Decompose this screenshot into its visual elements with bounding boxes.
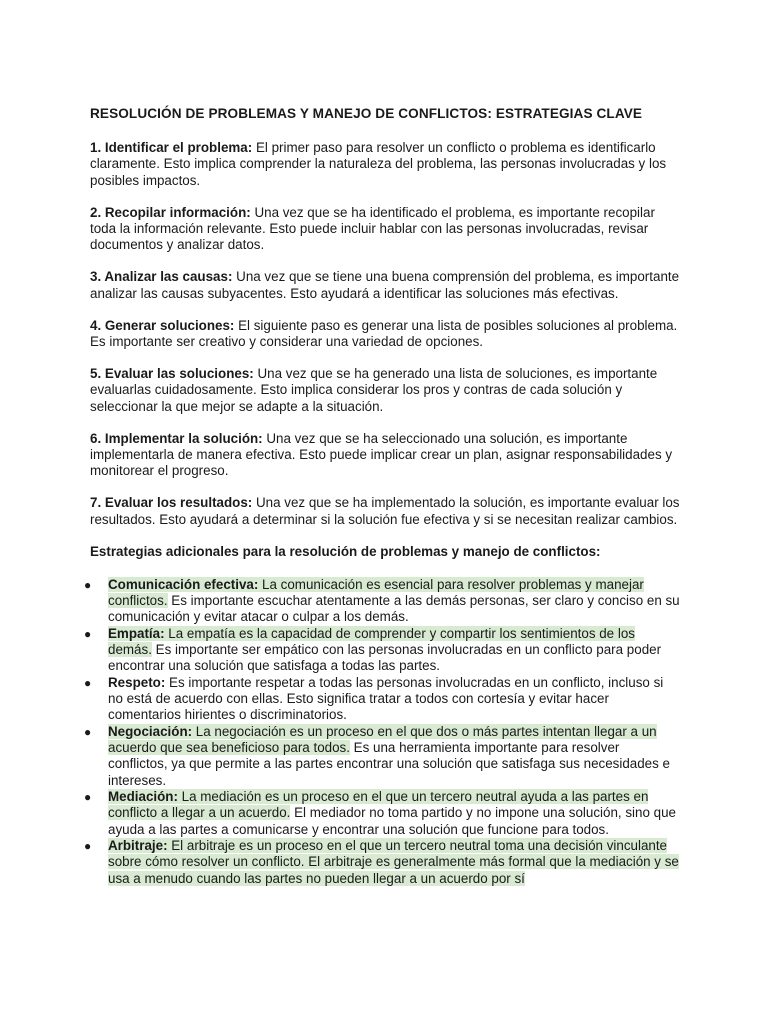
strategy-text: El mediador no toma partido y no impone una solución, sino que ayuda a las partes a comunicarse y encontrar una solución que funcione para todos. xyxy=(108,805,676,837)
strategy-label: Comunicación efectiva: xyxy=(108,577,259,593)
bullet-icon: ● xyxy=(84,725,92,740)
step-label: 5. Evaluar las soluciones: xyxy=(90,366,254,382)
strategy-item xyxy=(84,675,680,724)
strategy-highlighted-text: La comunicación es esencial para resolver problemas y manejar conflictos. xyxy=(108,577,644,609)
steps-list xyxy=(90,140,680,528)
strategy-text: Es importante respetar a todas las personas involucradas en un conflicto, incluso si no está de acuerdo con ellas. Esto significa tratar a todos con cortesía y evitar hacer comentarios hirientes o discriminatorios. xyxy=(108,675,664,723)
strategy-highlighted-text: La negociación es un proceso en el que dos o más partes intentan llegar a un acuerdo que sea beneficioso para todos. xyxy=(108,724,657,756)
bullet-icon: ● xyxy=(84,790,92,805)
strategy-highlighted-text: La mediación es un proceso en el que un tercero neutral ayuda a las partes en conflicto a llegar a un acuerdo. xyxy=(108,789,649,821)
step-label: 3. Analizar las causas: xyxy=(90,269,233,285)
strategy-label: Respeto: xyxy=(108,675,166,691)
strategy-text: Es importante ser empático con las personas involucradas en un conflicto para poder encontrar una solución que satisfaga a todas las partes. xyxy=(108,642,662,674)
step-text: Una vez que se ha generado una lista de soluciones, es importante evaluarlas cuidadosamente. Esto implica considerar los pros y contras de cada solución y seleccionar la que mejor se adapte a la situación. xyxy=(90,366,658,414)
additional-strategies-heading: Estrategias adicionales para la resolución de problemas y manejo de conflictos: xyxy=(90,543,601,559)
step-text: Una vez que se ha implementado la solución, es importante evaluar los resultados. Esto ayudará a determinar si la solución fue efectiva y si se necesitan realizar cambios. xyxy=(90,495,680,527)
step-label: 6. Implementar la solución: xyxy=(90,430,263,446)
step-label: 2. Recopilar información: xyxy=(90,204,251,220)
step-paragraph xyxy=(90,318,680,350)
step-text: Una vez que se ha identificado el problema, es importante recopilar toda la información relevante. Esto puede incluir hablar con las personas involucradas, revisar documentos y analizar datos. xyxy=(90,204,655,253)
strategy-highlight xyxy=(108,838,679,885)
bullet-icon: ● xyxy=(84,839,92,854)
strategy-item xyxy=(84,626,680,675)
document-title: RESOLUCIÓN DE PROBLEMAS Y MANEJO DE CONFLICTOS: ESTRATEGIAS CLAVE xyxy=(90,106,643,121)
bullet-icon: ● xyxy=(84,627,92,642)
strategy-text: Es importante escuchar atentamente a las demás personas, ser claro y conciso en su comunicación y evitar atacar o culpar a los demás. xyxy=(108,593,680,625)
bullet-icon: ● xyxy=(84,578,92,593)
strategy-item xyxy=(84,724,680,789)
step-label: 1. Identificar el problema: xyxy=(90,140,253,156)
strategy-label: Mediación: xyxy=(108,789,178,805)
strategy-label: Empatía: xyxy=(108,626,165,642)
strategy-highlighted-text: La empatía es la capacidad de comprender y compartir los sentimientos de los demás. xyxy=(108,626,635,658)
step-paragraph xyxy=(90,140,680,189)
document-page xyxy=(84,106,680,887)
step-label: 4. Generar soluciones: xyxy=(90,317,235,333)
step-paragraph xyxy=(90,431,680,480)
step-paragraph xyxy=(90,269,680,301)
strategy-label: Negociación: xyxy=(108,724,193,740)
step-text: Una vez que se ha seleccionado una solución, es importante implementarla de manera efectiva. Esto puede implicar crear un plan, asignar responsabilidades y monitorear el progreso. xyxy=(90,430,673,479)
strategy-highlighted-text: El arbitraje es un proceso en el que un tercero neutral toma una decisión vinculante sobre cómo resolver un conflicto. El arbitraje es generalmente más formal que la mediación y se usa a menudo cuando las partes no pueden llegar a un acuerdo por sí xyxy=(108,838,679,886)
strategy-item xyxy=(84,789,680,838)
step-text: El primer paso para resolver un conflicto o problema es identificarlo claramente. Esto implica comprender la naturaleza del problema, las personas involucradas y los posibles impactos. xyxy=(90,140,667,188)
step-paragraph xyxy=(90,366,680,415)
step-text: Una vez que se tiene una buena comprensión del problema, es importante analizar las causas subyacentes. Esto ayudará a identificar las soluciones más efectivas. xyxy=(90,269,680,301)
strategy-label: Arbitraje: xyxy=(108,838,168,854)
step-paragraph xyxy=(90,495,680,527)
bullet-icon: ● xyxy=(84,676,92,691)
strategy-item xyxy=(84,838,680,887)
strategies-list xyxy=(84,577,680,887)
step-paragraph xyxy=(90,205,680,254)
strategy-text: Es una herramienta importante para resolver conflictos, ya que permite a las partes encontrar una solución que satisfaga sus necesidades e intereses. xyxy=(108,740,670,788)
step-text: El siguiente paso es generar una lista de posibles soluciones al problema. Es importante ser creativo y considerar una variedad de opciones. xyxy=(90,317,678,350)
step-label: 7. Evaluar los resultados: xyxy=(90,495,253,511)
strategy-item xyxy=(84,577,680,626)
